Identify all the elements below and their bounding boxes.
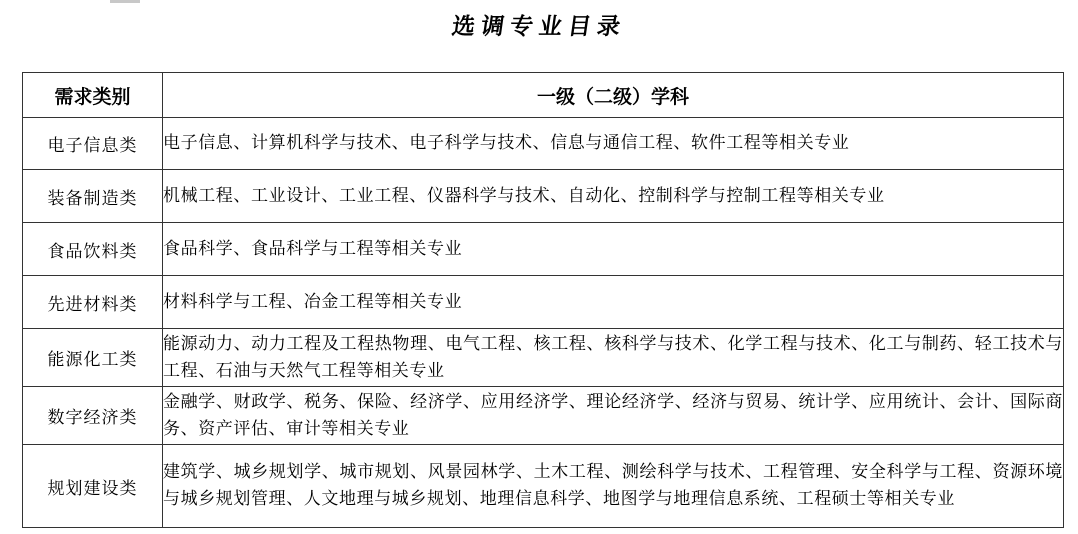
category-cell: 电子信息类	[23, 118, 163, 170]
table-row	[23, 329, 1064, 387]
subjects-cell: 建筑学、城乡规划学、城市规划、风景园林学、土木工程、测绘科学与技术、工程管理、安全科学与工程、资源环境与城乡规划管理、人文地理与城乡规划、地理信息科学、地图学与地理信息系统、工程硕士等相关专业	[163, 445, 1064, 528]
subjects-cell: 机械工程、工业设计、工业工程、仪器科学与技术、自动化、控制科学与控制工程等相关专业	[163, 170, 1064, 223]
table-row	[23, 170, 1064, 223]
header-category: 需求类别	[23, 73, 163, 118]
table-header-row	[23, 73, 1064, 118]
table-row	[23, 118, 1064, 170]
table-row	[23, 223, 1064, 276]
category-cell: 能源化工类	[23, 329, 163, 387]
subjects-cell: 金融学、财政学、税务、保险、经济学、应用经济学、理论经济学、经济与贸易、统计学、应用统计、会计、国际商务、资产评估、审计等相关专业	[163, 387, 1064, 445]
header-subjects: 一级（二级）学科	[163, 73, 1064, 118]
table-row	[23, 276, 1064, 329]
subjects-cell: 能源动力、动力工程及工程热物理、电气工程、核工程、核科学与技术、化学工程与技术、化工与制药、轻工技术与工程、石油与天然气工程等相关专业	[163, 329, 1064, 387]
category-cell: 食品饮料类	[23, 223, 163, 276]
major-catalog-table	[22, 72, 1064, 528]
category-cell: 装备制造类	[23, 170, 163, 223]
top-edge-mark	[110, 0, 140, 3]
subjects-cell: 材料科学与工程、冶金工程等相关专业	[163, 276, 1064, 329]
category-cell: 规划建设类	[23, 445, 163, 528]
table-row	[23, 445, 1064, 528]
table-row	[23, 387, 1064, 445]
page-title: 选调专业目录	[450, 14, 628, 40]
category-cell: 数字经济类	[23, 387, 163, 445]
category-cell: 先进材料类	[23, 276, 163, 329]
subjects-cell: 电子信息、计算机科学与技术、电子科学与技术、信息与通信工程、软件工程等相关专业	[163, 118, 1064, 170]
subjects-cell: 食品科学、食品科学与工程等相关专业	[163, 223, 1064, 276]
